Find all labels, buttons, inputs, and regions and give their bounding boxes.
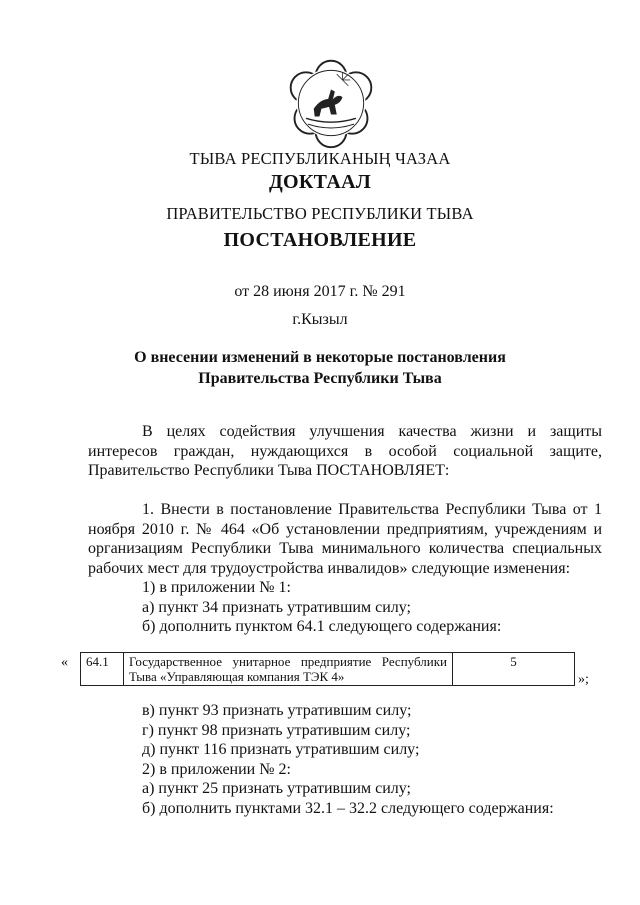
list-item: 1) в приложении № 1: bbox=[142, 579, 291, 596]
table-cell-value: 5 bbox=[453, 653, 575, 686]
list-item: г) пункт 98 признать утратившим силу; bbox=[142, 721, 411, 739]
list-item: д) пункт 116 признать утратившим силу; bbox=[142, 741, 420, 758]
list-item: а) пункт 34 признать утратившим силу; bbox=[142, 598, 411, 616]
list-item: а) пункт 25 признать утратившим силу; bbox=[142, 780, 411, 797]
list-before-table bbox=[88, 578, 602, 637]
table-row bbox=[81, 653, 575, 686]
table-cell-number: 64.1 bbox=[81, 653, 124, 686]
close-quote: »; bbox=[578, 672, 589, 687]
document-title bbox=[0, 347, 640, 389]
list-item: б) дополнить пунктами 32.1 – 32.2 следующего содержания: bbox=[142, 799, 554, 817]
item-1-paragraph: 1. Внести в постановление Правительства Республики Тыва от 1 ноября 2010 г. № 464 «Об установлении предприятиям, учреждениям и организациям Республики Тыва минимального количества специальных рабочих мест для трудоустройства инвалидов» следующие изменения: bbox=[88, 501, 602, 577]
table-cell-name: Государственное унитарное предприятие Республики Тыва «Управляющая компания ТЭК 4» bbox=[124, 653, 453, 686]
inserted-table-block bbox=[56, 652, 616, 688]
preamble-paragraph: В целях содействия улучшения качества жизни и защиты интересов граждан, нуждающихся в особой социальной защите, Правительство Республики Тыва ПОСТАНОВЛЯЕТ: bbox=[88, 423, 602, 479]
list-item: в) пункт 93 признать утратившим силу; bbox=[142, 702, 412, 719]
ru-government-name: ПРАВИТЕЛЬСТВО РЕСПУБЛИКИ ТЫВА bbox=[166, 204, 474, 223]
title-line: О внесении изменений в некоторые постановления bbox=[134, 349, 506, 366]
title-line: Правительства Республики Тыва bbox=[198, 370, 442, 387]
list-item: 2) в приложении № 2: bbox=[142, 760, 291, 778]
city: г.Кызыл bbox=[292, 311, 348, 328]
date-and-number: от 28 июня 2017 г. № 291 bbox=[234, 283, 406, 300]
tuva-emblem-icon bbox=[283, 55, 379, 151]
body-section-2 bbox=[88, 701, 602, 818]
tuva-government-name: ТЫВА РЕСПУБЛИКАНЫҢ ЧАЗАА bbox=[189, 149, 451, 168]
body-section-1 bbox=[88, 422, 602, 637]
tuva-document-type: ДОКТААЛ bbox=[268, 171, 372, 193]
list-after-table bbox=[88, 701, 602, 818]
list-item: б) дополнить пунктом 64.1 следующего содержания: bbox=[142, 618, 502, 635]
inserted-table bbox=[80, 652, 575, 686]
ru-document-type: ПОСТАНОВЛЕНИЕ bbox=[223, 229, 417, 251]
open-quote: « bbox=[61, 655, 68, 670]
